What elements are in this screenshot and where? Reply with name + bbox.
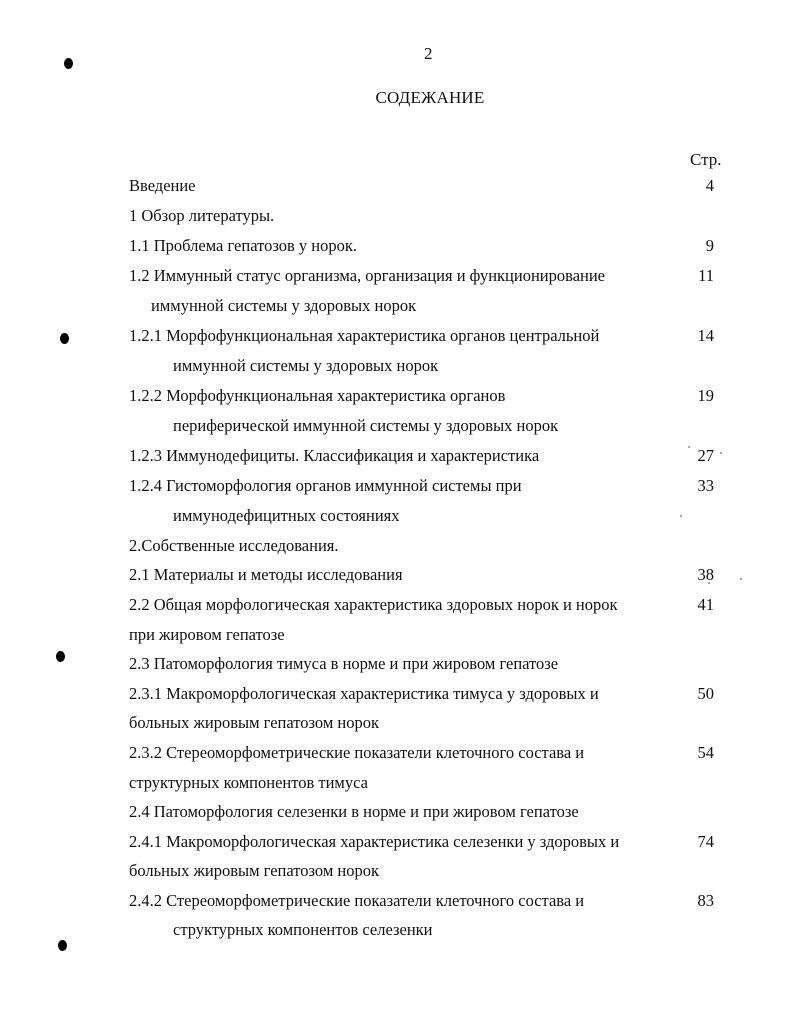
- toc-entry-continuation: иммунной системы у здоровых норок: [173, 356, 439, 375]
- toc-entry-continuation: при жировом гепатозе: [129, 625, 285, 644]
- page-title: СОДЕЖАНИЕ: [375, 88, 485, 107]
- toc-entry-text: 2.3.2 Стереоморфометрические показатели клеточного состава и: [129, 743, 585, 762]
- toc-entry-text: Введение: [129, 176, 196, 195]
- toc-entry-text: 1.1 Проблема гепатозов у норок.: [129, 236, 358, 255]
- toc-entry-text: 2.Собственные исследования.: [129, 536, 339, 555]
- punch-hole-mark: [60, 333, 69, 344]
- toc-entry-page: 41: [697, 595, 714, 614]
- toc-entry-text: 1.2.3 Иммунодефициты. Классификация и характеристика: [129, 446, 540, 465]
- toc-entry-continuation: периферической иммунной системы у здоровых норок: [173, 416, 559, 435]
- toc-entry-continuation: структурных компонентов тимуса: [129, 773, 368, 792]
- page-column-header: Стр.: [690, 150, 722, 169]
- toc-entry-text: 2.4 Патоморфология селезенки в норме и при жировом гепатозе: [129, 802, 579, 821]
- toc-entry-page: 14: [697, 326, 714, 345]
- toc-entry-page: 33: [697, 476, 714, 495]
- punch-hole-mark: [58, 940, 67, 951]
- toc-entry-page: 19: [697, 386, 714, 405]
- toc-entry-page: 4: [705, 176, 714, 195]
- toc-entry-text: 2.4.1 Макроморфологическая характеристика селезенки у здоровых и: [129, 832, 620, 851]
- toc-entry-text: 2.2 Общая морфологическая характеристика здоровых норок и норок: [129, 595, 618, 614]
- toc-entry-text: 1.2 Иммунный статус организма, организация и функционирование: [129, 266, 606, 285]
- toc-entry-text: 2.3.1 Макроморфологическая характеристика тимуса у здоровых и: [129, 684, 599, 703]
- scan-speck: [680, 515, 682, 517]
- toc-entry-page: 11: [698, 266, 714, 285]
- toc-entry-text: 2.1 Материалы и методы исследования: [129, 565, 403, 584]
- page-number: 2: [424, 44, 433, 63]
- punch-hole-mark: [64, 58, 73, 69]
- toc-entry-page: 74: [697, 832, 714, 851]
- toc-entry-text: 1 Обзор литературы.: [129, 206, 275, 225]
- toc-entry-text: 1.2.2 Морфофункциональная характеристика органов: [129, 386, 506, 405]
- scan-speck: [740, 578, 742, 580]
- toc-entry-page: 50: [697, 684, 714, 703]
- toc-entry-text: 2.4.2 Стереоморфометрические показатели клеточного состава и: [129, 891, 585, 910]
- toc-entry-text: 1.2.1 Морфофункциональная характеристика органов центральной: [129, 326, 600, 345]
- toc-entry-text: 1.2.4 Гистоморфология органов иммунной системы при: [129, 476, 522, 495]
- toc-entry-page: 38: [697, 565, 714, 584]
- toc-entry-page: 83: [697, 891, 714, 910]
- toc-entry-page: 27: [697, 446, 714, 465]
- toc-entry-continuation: больных жировым гепатозом норок: [129, 713, 380, 732]
- toc-entry-continuation: больных жировым гепатозом норок: [129, 861, 380, 880]
- toc-entry-continuation: структурных компонентов селезенки: [173, 920, 433, 939]
- scan-speck: [720, 452, 722, 454]
- punch-hole-mark: [56, 651, 65, 662]
- toc-entry-text: 2.3 Патоморфология тимуса в норме и при жировом гепатозе: [129, 654, 559, 673]
- toc-entry-page: 9: [705, 236, 714, 255]
- toc-entry-continuation: иммунной системы у здоровых норок: [151, 296, 417, 315]
- toc-entry-page: 54: [697, 743, 714, 762]
- toc-entry-continuation: иммунодефицитных состояниях: [173, 506, 400, 525]
